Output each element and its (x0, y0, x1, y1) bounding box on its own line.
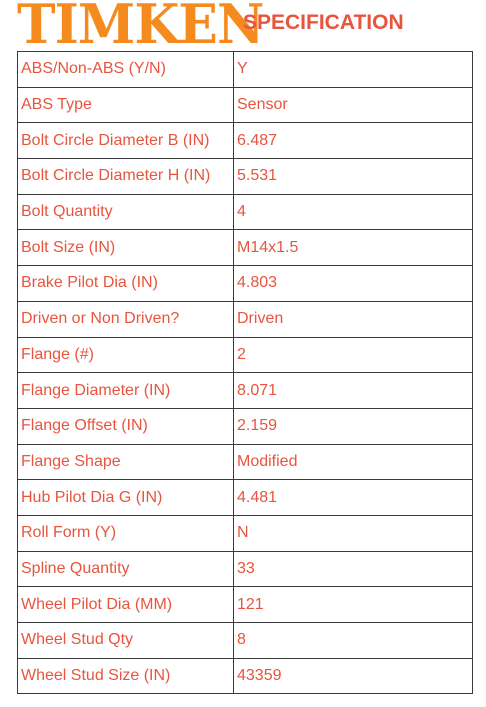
spec-value: M14x1.5 (234, 230, 473, 266)
table-row (18, 515, 473, 551)
spec-label: Flange Shape (18, 444, 234, 480)
spec-value: 33 (234, 551, 473, 587)
table-row (18, 230, 473, 266)
spec-label: Wheel Stud Size (IN) (18, 658, 234, 694)
spec-label: ABS Type (18, 87, 234, 123)
specification-title: SPECIFICATION (243, 11, 404, 34)
table-row (18, 87, 473, 123)
table-row (18, 123, 473, 159)
spec-value: Y (234, 52, 473, 88)
specification-table-body (18, 52, 473, 694)
spec-value: 6.487 (234, 123, 473, 159)
spec-value: Modified (234, 444, 473, 480)
table-row (18, 623, 473, 659)
table-row (18, 337, 473, 373)
spec-label: Bolt Size (IN) (18, 230, 234, 266)
spec-label: Bolt Circle Diameter H (IN) (18, 159, 234, 195)
spec-value: 4.803 (234, 266, 473, 302)
table-row (18, 444, 473, 480)
header (17, 0, 477, 56)
table-row (18, 301, 473, 337)
table-row (18, 587, 473, 623)
spec-label: Bolt Quantity (18, 194, 234, 230)
spec-label: ABS/Non-ABS (Y/N) (18, 52, 234, 88)
spec-value: 5.531 (234, 159, 473, 195)
spec-value: N (234, 515, 473, 551)
table-row (18, 408, 473, 444)
spec-value: 8 (234, 623, 473, 659)
spec-value: 4.481 (234, 480, 473, 516)
spec-value: 2.159 (234, 408, 473, 444)
spec-value: 2 (234, 337, 473, 373)
table-row (18, 159, 473, 195)
spec-label: Flange (#) (18, 337, 234, 373)
spec-label: Bolt Circle Diameter B (IN) (18, 123, 234, 159)
spec-label: Driven or Non Driven? (18, 301, 234, 337)
table-row (18, 52, 473, 88)
table-row (18, 194, 473, 230)
timken-logo: TIMKEN (17, 0, 264, 56)
table-row (18, 551, 473, 587)
spec-value: 4 (234, 194, 473, 230)
spec-value: Sensor (234, 87, 473, 123)
specification-table (17, 51, 473, 694)
spec-label: Flange Offset (IN) (18, 408, 234, 444)
spec-label: Brake Pilot Dia (IN) (18, 266, 234, 302)
spec-label: Hub Pilot Dia G (IN) (18, 480, 234, 516)
spec-label: Wheel Stud Qty (18, 623, 234, 659)
table-row (18, 658, 473, 694)
spec-value: 8.071 (234, 373, 473, 409)
spec-value: Driven (234, 301, 473, 337)
table-row (18, 266, 473, 302)
spec-value: 121 (234, 587, 473, 623)
spec-value: 43359 (234, 658, 473, 694)
spec-label: Roll Form (Y) (18, 515, 234, 551)
spec-label: Spline Quantity (18, 551, 234, 587)
spec-label: Flange Diameter (IN) (18, 373, 234, 409)
table-row (18, 480, 473, 516)
spec-label: Wheel Pilot Dia (MM) (18, 587, 234, 623)
table-row (18, 373, 473, 409)
